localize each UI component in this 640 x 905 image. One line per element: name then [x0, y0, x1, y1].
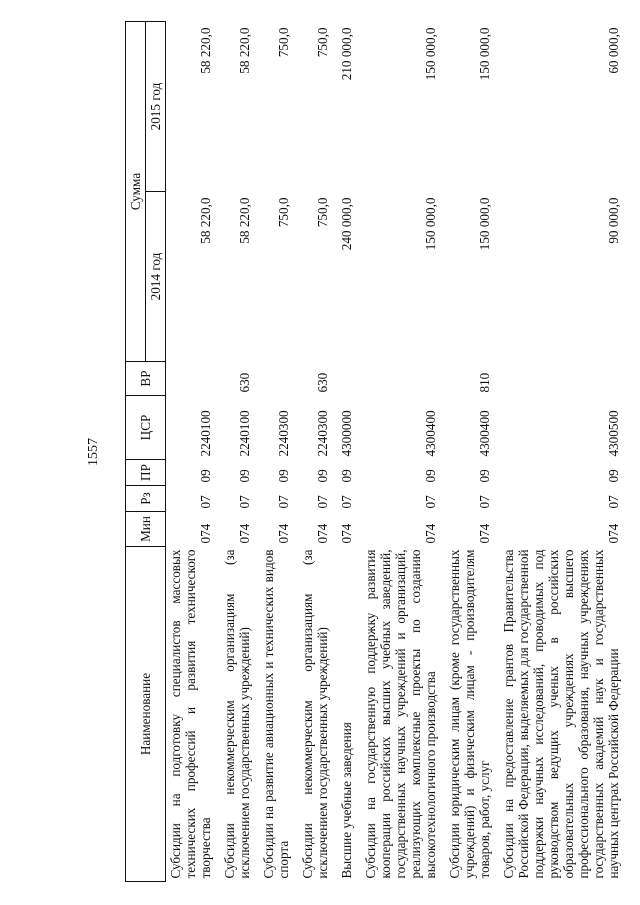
row-vr — [361, 362, 445, 396]
header-pr: ПР — [126, 460, 166, 486]
header-name: Наименование — [126, 547, 166, 882]
row-pr: 09 — [276, 469, 291, 483]
header-vr: ВР — [126, 362, 166, 396]
row-vr: 630 — [315, 372, 330, 393]
row-min: 074 — [423, 523, 438, 544]
row-sum-2014: 58 220,0 — [198, 197, 213, 244]
table-row — [166, 22, 221, 882]
row-pr: 09 — [237, 469, 252, 483]
row-sum-2014: 750,0 — [276, 197, 291, 228]
row-sum-2015: 60 000,0 — [606, 27, 621, 74]
row-sum-2015: 58 220,0 — [198, 27, 213, 74]
header-sum: Сумма — [126, 22, 146, 362]
row-sum-2014: 240 000,0 — [339, 197, 354, 251]
row-pr: 09 — [606, 469, 621, 483]
row-min: 074 — [315, 523, 330, 544]
row-rz: 07 — [423, 495, 438, 509]
row-pr: 09 — [315, 469, 330, 483]
row-vr — [337, 362, 361, 396]
row-sum-2015: 150 000,0 — [423, 27, 438, 81]
row-rz: 07 — [477, 495, 492, 509]
row-name: Субсидии на предоставление грантов Правительства Российской Федерации, выделяемых для государственной поддержки научных исследований, проводимых под руководством ведущих ученых в российских образовательных учреждениях высшего профессионального образования, научных учреждениях государственных академий наук и государственных научных центрах Российской Федерации — [501, 549, 621, 879]
row-sum-2014: 150 000,0 — [477, 197, 492, 251]
row-name: Субсидии на развитие авиационных и технических видов спорта — [261, 549, 291, 879]
row-pr: 09 — [198, 469, 213, 483]
row-sum-2015: 150 000,0 — [477, 27, 492, 81]
row-vr — [259, 362, 298, 396]
row-min: 074 — [606, 523, 621, 544]
row-pr: 09 — [477, 469, 492, 483]
row-rz: 07 — [276, 495, 291, 509]
row-min: 074 — [198, 523, 213, 544]
header-row-top — [126, 22, 146, 882]
row-name: Субсидии некоммерческим организациям (за исключением государственных учреждений) — [300, 549, 330, 879]
table-row — [259, 22, 298, 882]
table-row — [220, 22, 259, 882]
row-vr — [499, 362, 628, 396]
page-number: 1557 — [86, 438, 101, 466]
row-sum-2015: 750,0 — [315, 27, 330, 58]
row-csr: 4300400 — [423, 410, 438, 457]
row-csr: 4300000 — [339, 410, 354, 457]
header-csr: ЦСР — [126, 396, 166, 460]
row-vr — [166, 362, 221, 396]
row-rz: 07 — [606, 495, 621, 509]
header-year-2015: 2015 год — [146, 22, 166, 192]
row-pr: 09 — [423, 469, 438, 483]
row-sum-2014: 90 000,0 — [606, 197, 621, 244]
row-sum-2014: 150 000,0 — [423, 197, 438, 251]
row-vr: 630 — [237, 372, 252, 393]
document-page — [85, 22, 621, 882]
row-rz: 07 — [315, 495, 330, 509]
row-pr: 09 — [339, 469, 354, 483]
row-rz: 07 — [237, 495, 252, 509]
row-rz: 07 — [198, 495, 213, 509]
table-body — [166, 22, 629, 882]
row-csr: 2240300 — [276, 410, 291, 457]
table-row — [361, 22, 445, 882]
row-name: Субсидии на подготовку специалистов массовых технических профессий и развития технического творчества — [168, 549, 213, 879]
row-name: Субсидии некоммерческим организациям (за исключением государственных учреждений) — [222, 549, 252, 879]
row-sum-2015: 58 220,0 — [237, 27, 252, 74]
row-sum-2014: 750,0 — [315, 197, 330, 228]
row-csr: 2240300 — [315, 410, 330, 457]
row-min: 074 — [477, 523, 492, 544]
header-min: Мин — [126, 512, 166, 547]
row-min: 074 — [339, 523, 354, 544]
row-csr: 4300400 — [477, 410, 492, 457]
table-row — [298, 22, 337, 882]
row-csr: 4300500 — [606, 410, 621, 457]
row-vr: 810 — [477, 372, 492, 393]
row-min: 074 — [276, 523, 291, 544]
header-rz: Рз — [126, 486, 166, 512]
row-name: Субсидии на государственную поддержку развития кооперации российских высших учебных заведений, государственных научных учреждений и организаций, реализующих комплексные проекты по созданию высокотехнологичного производства — [363, 549, 438, 879]
row-sum-2015: 750,0 — [276, 27, 291, 58]
row-sum-2014: 58 220,0 — [237, 197, 252, 244]
row-name: Высшие учебные заведения — [339, 722, 354, 879]
row-rz: 07 — [339, 495, 354, 509]
row-csr: 2240100 — [198, 410, 213, 457]
row-min: 074 — [237, 523, 252, 544]
row-csr: 2240100 — [237, 410, 252, 457]
table-row — [445, 22, 499, 882]
row-sum-2015: 210 000,0 — [339, 27, 354, 81]
row-name: Субсидии юридическим лицам (кроме государственных учреждений) и физическим лицам - производителям товаров, работ, услуг — [447, 549, 492, 879]
table-row — [499, 22, 628, 882]
header-year-2014: 2014 год — [146, 192, 166, 362]
budget-table — [125, 21, 628, 882]
table-row — [337, 22, 361, 882]
